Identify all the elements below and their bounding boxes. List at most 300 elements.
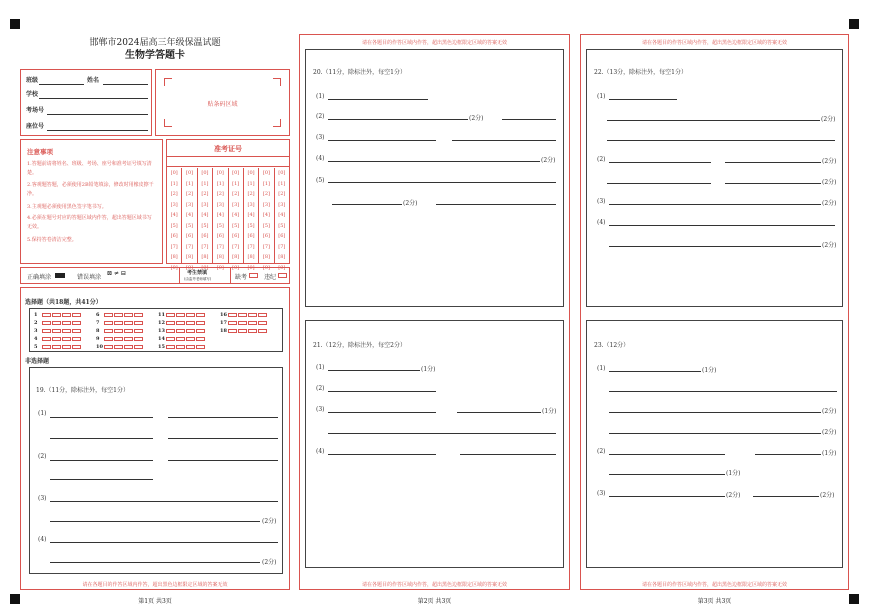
exam-digit-bubble[interactable]: [8] (216, 254, 224, 260)
answer-line[interactable] (328, 161, 540, 162)
exam-number-column (197, 168, 212, 271)
choice-bubble[interactable] (258, 313, 267, 317)
points-label: (2分) (262, 559, 277, 566)
answer-line[interactable] (452, 140, 556, 141)
exam-digit-bubble[interactable]: [5] (216, 222, 224, 229)
exam-digit-bubble[interactable]: [0] (216, 170, 224, 176)
q19-part1: (1) (38, 410, 47, 417)
choice-bubble[interactable] (62, 345, 71, 349)
choice-row (96, 320, 144, 326)
answer-line[interactable] (50, 562, 260, 563)
missing-label: 缺考 (235, 274, 248, 281)
answer-line[interactable] (609, 225, 835, 226)
choice-bubble[interactable] (52, 313, 61, 317)
q23-part1: (1) (597, 365, 606, 372)
answer-line[interactable] (50, 542, 278, 543)
violation-checkbox[interactable] (278, 273, 287, 278)
choice-number: 2 (34, 320, 38, 326)
exam-digit-bubble[interactable]: [3] (232, 201, 240, 208)
notice-item: 5.保持答卷清洁完整。 (27, 237, 77, 243)
exam-digit-bubble[interactable]: [8] (232, 254, 240, 260)
answer-line[interactable] (168, 417, 278, 418)
exam-digit-bubble[interactable]: [0] (201, 170, 209, 176)
exam-digit-bubble[interactable]: [1] (186, 180, 194, 187)
choice-bubble[interactable] (186, 345, 195, 349)
answer-line[interactable] (50, 460, 153, 461)
class-field[interactable] (39, 84, 84, 85)
exam-digit-bubble[interactable]: [7] (186, 243, 194, 250)
answer-line[interactable] (607, 140, 835, 141)
student-info-box (20, 69, 152, 136)
choice-row (34, 320, 82, 326)
answer-line[interactable] (50, 438, 153, 439)
exam-digit-bubble[interactable]: [6] (262, 233, 270, 239)
choice-bubble[interactable] (176, 321, 185, 325)
notice-box (20, 139, 163, 264)
choice-row (158, 328, 206, 334)
exam-digit-bubble[interactable]: [7] (232, 243, 240, 250)
choice-bubble[interactable] (196, 321, 205, 325)
choice-bubble[interactable] (104, 329, 113, 333)
notice-item: 1.答题前请将姓名、班级、考场、座号和准考证号填写清楚。 (27, 161, 152, 176)
q20-part3: (3) (316, 134, 325, 141)
choice-bubble[interactable] (72, 321, 81, 325)
q22-part3: (3) (597, 198, 606, 205)
answer-line[interactable] (457, 412, 541, 413)
answer-line[interactable] (168, 438, 278, 439)
answer-line[interactable] (50, 479, 153, 480)
answer-line[interactable] (328, 391, 436, 392)
points-label: (2分) (822, 158, 837, 165)
choice-row (220, 328, 268, 334)
choice-bubble[interactable] (186, 313, 195, 317)
choice-row (34, 344, 82, 350)
exam-digit-bubble[interactable]: [9] (278, 264, 286, 271)
choice-number: 14 (158, 336, 165, 342)
choice-bubble[interactable] (52, 329, 61, 333)
exam-digit-bubble[interactable]: [1] (232, 180, 240, 187)
choice-row (158, 344, 206, 350)
q20-box (305, 49, 564, 307)
exam-digit-bubble[interactable]: [1] (170, 180, 178, 187)
choice-bubble[interactable] (238, 329, 247, 333)
exam-digit-bubble[interactable]: [2] (262, 191, 270, 197)
exam-digit-bubble[interactable]: [2] (216, 191, 224, 197)
choice-bubble[interactable] (238, 321, 247, 325)
choice-number: 10 (96, 344, 103, 350)
warning-text: 请在各题目的作答区域内作答，超出黑色边框限定区域的答案无效 (82, 582, 228, 588)
exam-digit-bubble[interactable]: [9] (170, 264, 178, 271)
answer-line[interactable] (328, 182, 556, 183)
exam-number-column (258, 168, 273, 271)
exam-digit-bubble[interactable]: [8] (170, 254, 178, 260)
choice-bubble[interactable] (176, 329, 185, 333)
choice-bubble[interactable] (42, 321, 51, 325)
choice-bubble[interactable] (42, 337, 51, 341)
correct-fill-label: 正确填涂 (27, 274, 52, 281)
school-field[interactable] (39, 98, 148, 99)
exam-number-column (167, 168, 181, 271)
q21-part1: (1) (316, 364, 325, 371)
choice-bubble[interactable] (72, 329, 81, 333)
warning-text: 请在各题目的作答区域内作答，超出黑色边框限定区域的答案无效 (641, 40, 787, 46)
q20-part5: (5) (316, 177, 325, 184)
q22-part4: (4) (597, 219, 606, 226)
exam-digit-bubble[interactable]: [7] (247, 243, 255, 250)
exam-digit-bubble[interactable]: [5] (278, 222, 286, 229)
exam-number-column (243, 168, 258, 271)
choice-bubble[interactable] (124, 337, 133, 341)
exam-digit-bubble[interactable]: [2] (278, 191, 286, 197)
choice-bubble[interactable] (42, 345, 51, 349)
exam-digit-bubble[interactable]: [9] (232, 264, 240, 271)
choice-row (158, 320, 206, 326)
exam-digit-bubble[interactable]: [7] (278, 243, 286, 250)
choice-bubble[interactable] (248, 329, 257, 333)
missing-checkbox[interactable] (249, 273, 258, 278)
choice-bubble[interactable] (166, 329, 175, 333)
exam-digit-bubble[interactable]: [2] (201, 191, 209, 197)
exam-digit-bubble[interactable]: [4] (262, 212, 270, 218)
answer-line[interactable] (50, 501, 278, 502)
exam-digit-bubble[interactable]: [8] (247, 254, 255, 260)
exam-digit-bubble[interactable]: [4] (278, 212, 286, 218)
corner-marker (10, 594, 20, 604)
exam-digit-bubble[interactable]: [0] (170, 170, 178, 176)
choice-bubble[interactable] (104, 321, 113, 325)
choice-bubble[interactable] (114, 321, 123, 325)
exam-digit-bubble[interactable]: [4] (201, 212, 209, 218)
choice-bubble[interactable] (228, 321, 237, 325)
corner-marker (849, 19, 859, 29)
choice-bubble[interactable] (134, 313, 143, 317)
q21-box (305, 320, 564, 568)
exam-digit-bubble[interactable]: [9] (201, 264, 209, 271)
choice-bubble[interactable] (196, 337, 205, 341)
answer-line[interactable] (332, 204, 402, 205)
page-number: 第3页 共3页 (697, 598, 732, 605)
choice-row (96, 336, 144, 342)
answer-line[interactable] (328, 454, 436, 455)
choice-number: 1 (34, 312, 38, 318)
choice-bubble[interactable] (258, 321, 267, 325)
exam-digit-bubble[interactable]: [4] (170, 212, 178, 218)
q20-part2: (2) (316, 113, 325, 120)
choice-bubble[interactable] (258, 329, 267, 333)
exam-digit-bubble[interactable]: [5] (201, 222, 209, 229)
exam-digit-bubble[interactable]: [8] (278, 254, 286, 260)
room-label: 考场号 (26, 107, 45, 114)
exam-digit-bubble[interactable]: [4] (247, 212, 255, 218)
choice-bubble[interactable] (238, 313, 247, 317)
exam-digit-bubble[interactable]: [7] (201, 243, 209, 250)
answer-line[interactable] (328, 412, 436, 413)
exam-digit-bubble[interactable]: [9] (186, 264, 194, 271)
exam-number-column (228, 168, 243, 271)
exam-digit-bubble[interactable]: [1] (278, 180, 286, 187)
answer-line[interactable] (328, 140, 436, 141)
choice-bubble[interactable] (62, 313, 71, 317)
exam-digit-bubble[interactable]: [3] (262, 201, 270, 208)
choice-bubble[interactable] (176, 337, 185, 341)
room-field[interactable] (47, 114, 148, 115)
seat-label: 座位号 (26, 123, 45, 130)
exam-digit-bubble[interactable]: [8] (201, 254, 209, 260)
points-label: (1分) (822, 450, 837, 457)
points-label: (2分) (262, 518, 277, 525)
q22-part1: (1) (597, 93, 606, 100)
choice-number: 11 (158, 312, 165, 318)
choice-bubble[interactable] (104, 313, 113, 317)
choice-row (96, 328, 144, 334)
choice-bubble[interactable] (62, 337, 71, 341)
choice-bubble[interactable] (176, 345, 185, 349)
exam-digit-bubble[interactable]: [7] (216, 243, 224, 250)
exam-digit-bubble[interactable]: [9] (247, 264, 255, 271)
warning-text: 请在各题目的作答区域内作答，超出黑色边框限定区域的答案无效 (641, 582, 787, 588)
choice-bubble[interactable] (176, 313, 185, 317)
points-label: (1分) (421, 366, 436, 373)
exam-digit-bubble[interactable]: [9] (216, 264, 224, 271)
choice-bubble[interactable] (186, 329, 195, 333)
exam-digit-bubble[interactable]: [2] (186, 191, 194, 197)
exam-digit-bubble[interactable]: [7] (170, 243, 178, 250)
exam-digit-bubble[interactable]: [4] (232, 212, 240, 218)
choice-bubble[interactable] (104, 345, 113, 349)
choice-number: 4 (34, 336, 38, 342)
points-label: (2分) (822, 429, 837, 436)
exam-digit-bubble[interactable]: [5] (247, 222, 255, 229)
exam-digit-bubble[interactable]: [6] (170, 233, 178, 239)
choice-number: 12 (158, 320, 165, 326)
fill-legend (20, 267, 290, 284)
answer-line[interactable] (609, 496, 725, 497)
exam-digit-bubble[interactable]: [0] (262, 170, 270, 176)
exam-digit-bubble[interactable]: [8] (262, 254, 270, 260)
exam-digit-bubble[interactable]: [2] (247, 191, 255, 197)
exam-digit-bubble[interactable]: [2] (170, 191, 178, 197)
answer-line[interactable] (50, 521, 260, 522)
exam-digit-bubble[interactable]: [1] (216, 180, 224, 187)
answer-line[interactable] (609, 433, 821, 434)
notice-title: 注意事项 (27, 148, 53, 156)
choice-bubble[interactable] (134, 321, 143, 325)
choice-bubble[interactable] (248, 321, 257, 325)
choice-row (96, 312, 144, 318)
choice-row (34, 312, 82, 318)
q21-part4: (4) (316, 448, 325, 455)
name-label: 姓名 (87, 77, 100, 84)
exam-digit-bubble[interactable]: [5] (232, 222, 240, 229)
class-label: 班级 (26, 77, 39, 84)
answer-line[interactable] (502, 119, 556, 120)
choice-bubble[interactable] (166, 313, 175, 317)
exam-digit-bubble[interactable]: [3] (170, 201, 178, 208)
points-label: (1分) (542, 408, 557, 415)
exam-digit-bubble[interactable]: [3] (201, 201, 209, 208)
exam-digit-bubble[interactable]: [2] (232, 191, 240, 197)
choice-number: 13 (158, 328, 165, 334)
choice-bubble[interactable] (134, 337, 143, 341)
answer-line[interactable] (607, 183, 711, 184)
exam-digit-bubble[interactable]: [6] (247, 233, 255, 239)
answer-line[interactable] (609, 474, 725, 475)
exam-number-title: 准考证号 (214, 144, 242, 153)
answer-line[interactable] (328, 433, 556, 434)
exam-digit-bubble[interactable]: [5] (262, 222, 270, 229)
exam-digit-bubble[interactable]: [4] (216, 212, 224, 218)
choice-bubble[interactable] (72, 313, 81, 317)
choice-bubble[interactable] (114, 337, 123, 341)
choice-bubble[interactable] (52, 345, 61, 349)
choice-number: 16 (220, 312, 227, 318)
answer-line[interactable] (50, 417, 153, 418)
answer-line[interactable] (753, 496, 819, 497)
answer-line[interactable] (436, 204, 556, 205)
points-label: (1分) (726, 470, 741, 477)
exam-digit-bubble[interactable]: [0] (232, 170, 240, 176)
answer-line[interactable] (328, 119, 468, 120)
exam-digit-bubble[interactable]: [1] (201, 180, 209, 187)
q23-heading: 23.（12分） (594, 342, 630, 349)
barcode-area (155, 69, 290, 136)
exam-digit-bubble[interactable]: [0] (186, 170, 194, 176)
answer-line[interactable] (460, 454, 556, 455)
seat-field[interactable] (47, 130, 148, 131)
choice-row (158, 336, 206, 342)
choice-bubble[interactable] (52, 337, 61, 341)
correct-fill-mark (55, 273, 65, 278)
answer-line[interactable] (609, 99, 677, 100)
answer-area-col1 (20, 287, 290, 590)
answer-line[interactable] (609, 204, 821, 205)
answer-line[interactable] (609, 391, 837, 392)
answer-line[interactable] (328, 99, 428, 100)
choice-number: 9 (96, 336, 100, 342)
choice-bubble[interactable] (134, 329, 143, 333)
q23-part2: (2) (597, 448, 606, 455)
q20-heading: 20.（11分，除标注外，每空1分） (313, 69, 406, 76)
exam-digit-bubble[interactable]: [0] (247, 170, 255, 176)
answer-line[interactable] (609, 162, 711, 163)
choice-bubble[interactable] (114, 329, 123, 333)
answer-line[interactable] (168, 460, 278, 461)
exam-number-column (212, 168, 227, 271)
answer-line[interactable] (609, 412, 821, 413)
choice-bubble[interactable] (114, 313, 123, 317)
exam-digit-bubble[interactable]: [6] (216, 233, 224, 239)
answer-line[interactable] (609, 246, 821, 247)
choice-bubble[interactable] (42, 329, 51, 333)
choice-bubble[interactable] (62, 329, 71, 333)
choice-bubble[interactable] (124, 321, 133, 325)
points-label: (1分) (702, 367, 717, 374)
q19-part2: (2) (38, 453, 47, 460)
choice-number: 15 (158, 344, 165, 350)
exam-digit-bubble[interactable]: [7] (262, 243, 270, 250)
choice-row (34, 336, 82, 342)
choice-bubble[interactable] (166, 337, 175, 341)
exam-digit-bubble[interactable]: [3] (247, 201, 255, 208)
choice-bubble[interactable] (196, 313, 205, 317)
q19-part4: (4) (38, 536, 47, 543)
q21-heading: 21.（12分，除标注外，每空2分） (313, 342, 406, 349)
points-label: (2分) (822, 242, 837, 249)
answer-line[interactable] (725, 183, 821, 184)
exam-digit-bubble[interactable]: [1] (262, 180, 270, 187)
choice-bubble[interactable] (72, 345, 81, 349)
answer-line[interactable] (607, 120, 820, 121)
choice-bubble[interactable] (228, 313, 237, 317)
choice-row (96, 344, 144, 350)
exam-digit-bubble[interactable]: [8] (186, 254, 194, 260)
absent-title: 考生禁填 (187, 270, 208, 276)
choice-bubble[interactable] (186, 337, 195, 341)
exam-digit-bubble[interactable]: [0] (278, 170, 286, 176)
choice-bubble[interactable] (104, 337, 113, 341)
choice-bubble[interactable] (186, 321, 195, 325)
answer-line[interactable] (755, 454, 821, 455)
page-number: 第1页 共3页 (138, 598, 172, 605)
school-label: 学校 (26, 91, 39, 98)
exam-digit-bubble[interactable]: [6] (278, 233, 286, 239)
choice-bubble[interactable] (196, 345, 205, 349)
choice-bubble[interactable] (72, 337, 81, 341)
exam-digit-bubble[interactable]: [3] (216, 201, 224, 208)
choice-bubble[interactable] (166, 321, 175, 325)
exam-digit-bubble[interactable]: [9] (262, 264, 270, 271)
answer-line[interactable] (609, 371, 701, 372)
exam-digit-bubble[interactable]: [6] (186, 233, 194, 239)
q23-box (586, 320, 843, 568)
choice-bubble[interactable] (52, 321, 61, 325)
corner-marker (849, 594, 859, 604)
exam-digit-bubble[interactable]: [6] (232, 233, 240, 239)
name-field[interactable] (103, 84, 148, 85)
answer-line[interactable] (725, 162, 821, 163)
exam-digit-bubble[interactable]: [6] (201, 233, 209, 239)
choice-bubble[interactable] (228, 329, 237, 333)
choice-bubble[interactable] (124, 313, 133, 317)
choice-number: 7 (96, 320, 100, 326)
choice-bubble[interactable] (114, 345, 123, 349)
choice-bubble[interactable] (124, 345, 133, 349)
exam-digit-bubble[interactable]: [3] (186, 201, 194, 208)
exam-digit-bubble[interactable]: [4] (186, 212, 194, 218)
points-label: (2分) (469, 115, 484, 122)
answer-line[interactable] (328, 370, 420, 371)
choice-number: 18 (220, 328, 227, 334)
choice-bubble[interactable] (124, 329, 133, 333)
answer-line[interactable] (609, 454, 725, 455)
choice-number: 8 (96, 328, 100, 334)
choice-grid (29, 308, 283, 352)
choice-bubble[interactable] (166, 345, 175, 349)
warning-text: 请在各题目的作答区域内作答，超出黑色边框限定区域的答案无效 (361, 40, 507, 46)
exam-digit-bubble[interactable]: [3] (278, 201, 286, 208)
choice-bubble[interactable] (196, 329, 205, 333)
q21-part3: (3) (316, 406, 325, 413)
choice-bubble[interactable] (134, 345, 143, 349)
points-label: (2分) (541, 157, 556, 164)
exam-digit-bubble[interactable]: [5] (170, 222, 178, 229)
choice-row (220, 312, 268, 318)
exam-digit-bubble[interactable]: [5] (186, 222, 194, 229)
choice-bubble[interactable] (248, 313, 257, 317)
choice-bubble[interactable] (42, 313, 51, 317)
choice-bubble[interactable] (62, 321, 71, 325)
exam-digit-bubble[interactable]: [1] (247, 180, 255, 187)
